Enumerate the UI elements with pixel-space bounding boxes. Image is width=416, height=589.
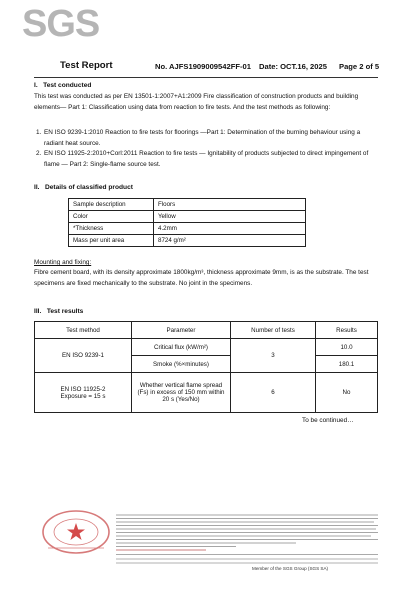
page-number: Page 2 of 5	[339, 62, 380, 71]
list-item: 2. EN ISO 11925-2:2010+Corl:2011 Reaction to fire tests — Ignitability of products subjected to direct impingement of flame — Part 2: Single-flame source test.	[36, 150, 369, 168]
product-details-table	[68, 198, 306, 247]
table-row: *Thickness 4.2mm	[69, 223, 306, 235]
table-row: Color Yellow	[69, 211, 306, 223]
report-title: Test Report	[60, 60, 113, 71]
report-header	[0, 62, 416, 76]
legal-disclaimer	[116, 513, 378, 553]
report-date: Date: OCT.16, 2025	[259, 62, 327, 71]
table-row: EN ISO 9239-1 Critical flux (kW/m²) 3 10.0	[35, 339, 378, 356]
sgs-member-line: Member of the SGS Group (SGS SA)	[252, 566, 329, 571]
list-item: 1. EN ISO 9239-1:2010 Reaction to fire tests for floorings —Part 1: Determination of the burning behaviour using a radiant heat source.	[36, 129, 361, 147]
sgs-logo: SGS	[22, 3, 100, 45]
footer-divider	[116, 554, 378, 555]
section-heading-test-conducted: I. Test conducted	[34, 82, 92, 89]
disclaimer-text-lines	[116, 513, 378, 553]
table-row: Mass per unit area 8724 g/m²	[69, 235, 306, 247]
header-divider	[34, 77, 378, 78]
test-results-table	[34, 321, 378, 413]
section-heading-product-details: II. Details of classified product	[34, 184, 133, 191]
company-stamp	[40, 508, 112, 556]
table-row: Sample description Floors	[69, 199, 306, 211]
test-methods-list	[34, 128, 380, 170]
continued-note: To be continued…	[302, 417, 354, 424]
mounting-text: Fibre cement board, with its density approximate 1800kg/m³, thickness approximate 9mm, is as the substrate. The test specimens are fixed mechanically to the substrate. No joint in the specimens.	[34, 269, 369, 287]
table-row: Smoke (%×minutes) 180.1	[35, 356, 378, 373]
address-lines	[116, 557, 378, 565]
table-row: EN ISO 11925-2 Exposure = 15 s Whether vertical flame spread (Fs) in excess of 150 mm within 20 s (Yes/No) 6 No	[35, 373, 378, 413]
report-number: No. AJFS1909009542FF-01	[155, 62, 251, 71]
table-header-row: Test method Parameter Number of tests Results	[35, 322, 378, 339]
test-conducted-intro: This test was conducted as per EN 13501-1:2007+A1:2009 Fire classification of construction products and building elements— Part 1: Classification using data from reaction to fire tests. And the test methods as following:	[34, 93, 359, 111]
section-heading-test-results: III. Test results	[34, 308, 84, 315]
mounting-heading: Mounting and fixing:	[34, 259, 92, 266]
